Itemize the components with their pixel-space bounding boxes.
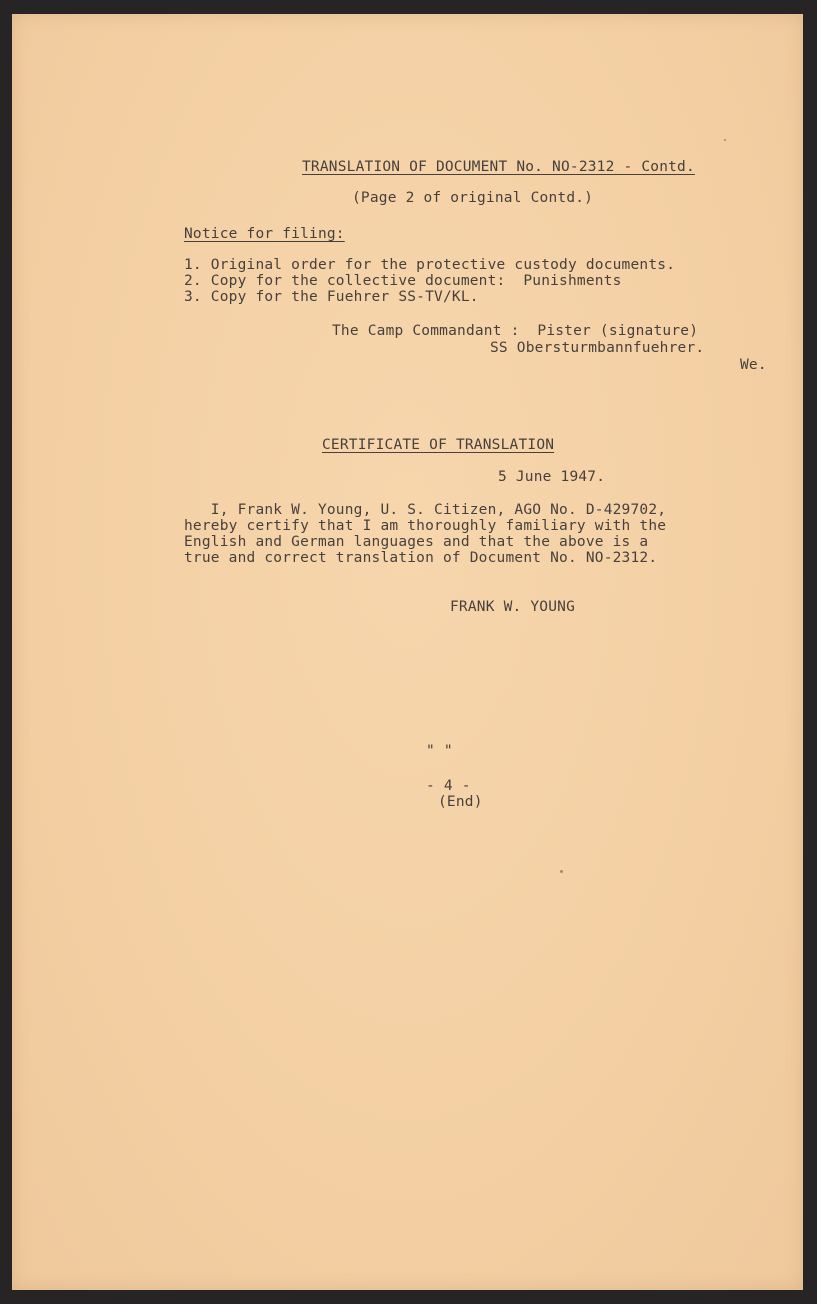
stray-marks: " " [426,743,453,759]
document-heading: TRANSLATION OF DOCUMENT No. NO-2312 - Contd. [302,159,695,175]
paper-speck [724,139,726,141]
signature-rank: SS Obersturmbannfuehrer. [490,340,705,356]
certificate-line: hereby certify that I am thoroughly familiary with the [184,518,667,534]
paper-speck [560,870,563,873]
certificate-title: CERTIFICATE OF TRANSLATION [322,437,555,453]
filing-item: 3. Copy for the Fuehrer SS-TV/KL. [184,289,479,305]
document-page [12,14,803,1290]
document-subheading: (Page 2 of original Contd.) [352,190,594,206]
translator-name: FRANK W. YOUNG [450,599,576,615]
signature-line: The Camp Commandant : Pister (signature) [332,323,699,339]
end-note: (End) [438,794,483,810]
filing-item: 1. Original order for the protective custody documents. [184,257,676,273]
certificate-line: English and German languages and that the above is a [184,534,649,550]
certificate-line: I, Frank W. Young, U. S. Citizen, AGO No. D-429702, [184,502,667,518]
certificate-date: 5 June 1947. [498,469,606,485]
notice-label: Notice for filing: [184,226,345,242]
filing-item: 2. Copy for the collective document: Punishments [184,273,622,289]
certificate-line: true and correct translation of Document No. NO-2312. [184,550,658,566]
page-number: - 4 - [426,778,471,794]
typist-initials: We. [740,357,767,373]
